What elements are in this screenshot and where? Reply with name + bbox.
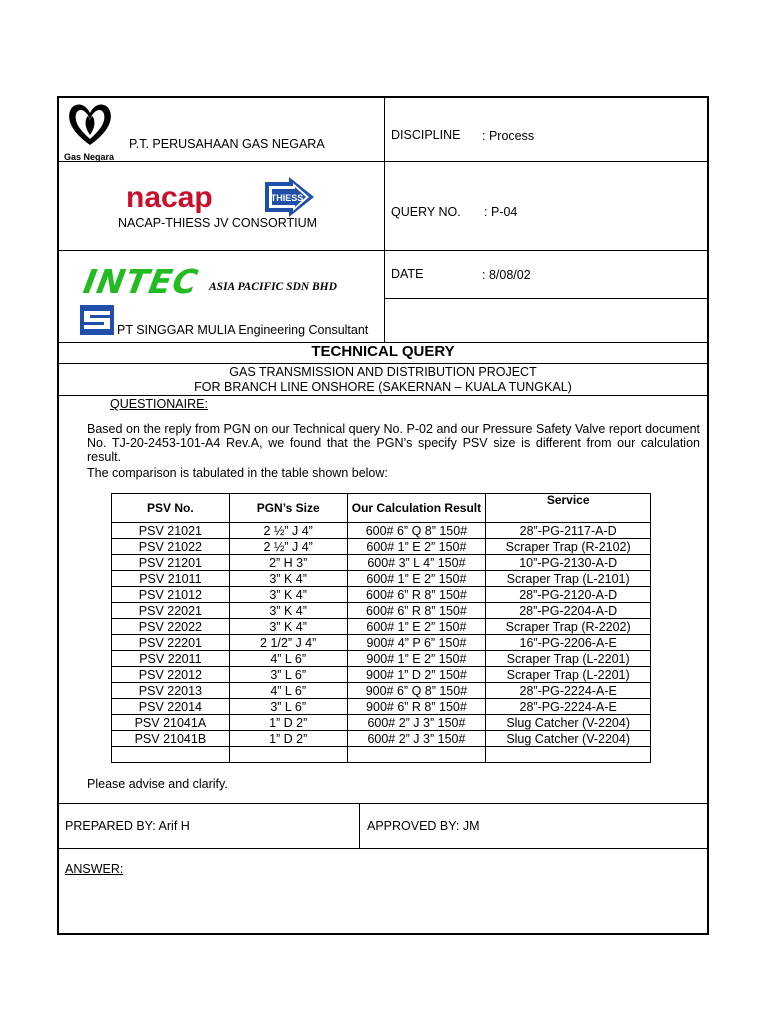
table-cell: PSV 21041A (112, 715, 230, 731)
pgn-logo-caption: Gas Negara (64, 152, 115, 162)
table-cell: Scraper Trap (L-2201) (486, 651, 651, 667)
table-cell: 600# 6” R 8” 150# (347, 603, 486, 619)
table-cell: PSV 22012 (112, 667, 230, 683)
query-value: : P-04 (484, 205, 518, 219)
table-cell: PSV 21201 (112, 555, 230, 571)
table-cell: PSV 22011 (112, 651, 230, 667)
table-cell: 900# 6” R 8” 150# (347, 699, 486, 715)
query-label: QUERY NO. (391, 205, 461, 219)
questionaire-label: QUESTIONAIRE: (110, 397, 208, 411)
body-paragraph: Based on the reply from PGN on our Technical query No. P-02 and our Pressure Safety Valve report document No. TJ-20-2453-101-A4 Rev.A, we found that the PGN’s specify PSV size is different from our calculation result. (87, 422, 700, 464)
table-row (112, 667, 651, 683)
table-cell: 600# 6” R 8” 150# (347, 587, 486, 603)
table-cell: Slug Catcher (V-2204) (486, 715, 651, 731)
singgar-mulia-logo-icon (80, 305, 114, 335)
table-cell: 4” L 6” (229, 683, 347, 699)
page-title: TECHNICAL QUERY (311, 343, 455, 360)
table-row (112, 699, 651, 715)
pgn-flame-logo-icon (64, 99, 116, 151)
approved-by: APPROVED BY: JM (367, 819, 480, 833)
table-cell: 3” L 6” (229, 667, 347, 683)
table-cell: 600# 1” E 2” 150# (347, 539, 486, 555)
table-row (112, 555, 651, 571)
table-cell: 10”-PG-2130-A-D (486, 555, 651, 571)
table-cell: PSV 22201 (112, 635, 230, 651)
singgar-mulia: PT SINGGAR MULIA Engineering Consultant (117, 323, 369, 337)
table-cell: 28”-PG-2204-A-D (486, 603, 651, 619)
table-cell: 600# 2” J 3” 150# (347, 731, 486, 747)
intec-logo: INTEC (80, 262, 202, 301)
date-value: : 8/08/02 (482, 268, 531, 282)
table-cell: 3” L 6” (229, 699, 347, 715)
table-cell: 4” L 6” (229, 651, 347, 667)
divider (58, 250, 708, 251)
table-row (112, 539, 651, 555)
column-header: PGN’s Size (229, 494, 347, 523)
table-cell: 28”-PG-2120-A-D (486, 587, 651, 603)
table-cell: PSV 22022 (112, 619, 230, 635)
divider (359, 803, 360, 848)
table-cell: 28”-PG-2224-A-E (486, 683, 651, 699)
table-cell: 3” K 4” (229, 603, 347, 619)
intec-tagline: ASIA PACIFIC SDN BHD (209, 281, 337, 293)
table-row (112, 571, 651, 587)
divider (384, 97, 385, 342)
table-header-row (112, 494, 651, 523)
table-cell: Scraper Trap (L-2101) (486, 571, 651, 587)
psv-comparison-table (111, 493, 651, 763)
table-cell: 1” D 2” (229, 715, 347, 731)
column-header: Our Calculation Result (347, 494, 486, 523)
table-cell: 3” K 4” (229, 571, 347, 587)
body-line-2: The comparison is tabulated in the table shown below: (87, 466, 388, 480)
divider (58, 848, 708, 849)
table-cell: PSV 21012 (112, 587, 230, 603)
date-label: DATE (391, 267, 424, 281)
table-cell: PSV 22021 (112, 603, 230, 619)
table-row (112, 587, 651, 603)
table-row (112, 635, 651, 651)
table-cell: Scraper Trap (R-2202) (486, 619, 651, 635)
project-line-2: FOR BRANCH LINE ONSHORE (SAKERNAN – KUALA TUNGKAL) (194, 380, 572, 394)
divider (58, 803, 708, 804)
table-cell: PSV 21041B (112, 731, 230, 747)
divider (384, 298, 708, 299)
divider (58, 395, 708, 396)
table-cell: 2 ½” J 4” (229, 523, 347, 539)
table-row (112, 523, 651, 539)
table-cell: 600# 2” J 3” 150# (347, 715, 486, 731)
table-row (112, 715, 651, 731)
divider (58, 363, 708, 364)
closing-text: Please advise and clarify. (87, 777, 228, 791)
answer-label: ANSWER: (65, 862, 124, 876)
thiess-logo-text: THIESS (270, 193, 304, 203)
discipline-label: DISCIPLINE (391, 128, 461, 142)
table-cell (112, 747, 230, 763)
table-cell: 900# 6” Q 8” 150# (347, 683, 486, 699)
project-line-1: GAS TRANSMISSION AND DISTRIBUTION PROJECT (229, 365, 537, 379)
table-row (112, 683, 651, 699)
divider (58, 161, 708, 162)
table-cell: 28”-PG-2224-A-E (486, 699, 651, 715)
table-cell: 600# 1” E 2” 150# (347, 619, 486, 635)
table-cell: Slug Catcher (V-2204) (486, 731, 651, 747)
company-pgn: P.T. PERUSAHAAN GAS NEGARA (129, 137, 325, 151)
prepared-by: PREPARED BY: Arif H (65, 819, 190, 833)
discipline-value: : Process (482, 129, 535, 143)
table-cell: PSV 21011 (112, 571, 230, 587)
table-cell: 1” D 2” (229, 731, 347, 747)
table-cell (347, 747, 486, 763)
table-cell: 2 1/2” J 4” (229, 635, 347, 651)
table-cell: PSV 21022 (112, 539, 230, 555)
column-header: PSV No. (112, 494, 230, 523)
nacap-logo: nacap (126, 181, 213, 214)
table-cell: PSV 22013 (112, 683, 230, 699)
table-cell: 900# 1” E 2” 150# (347, 651, 486, 667)
table-cell (486, 747, 651, 763)
column-header: Service (486, 494, 651, 523)
table-cell: 600# 3” L 4” 150# (347, 555, 486, 571)
consortium-name: NACAP-THIESS JV CONSORTIUM (118, 216, 318, 230)
table-row (112, 651, 651, 667)
table-cell: 600# 1” E 2” 150# (347, 571, 486, 587)
table-cell: 3” K 4” (229, 619, 347, 635)
table-cell: Scraper Trap (R-2102) (486, 539, 651, 555)
table-cell: PSV 22014 (112, 699, 230, 715)
table-row (112, 619, 651, 635)
table-cell (229, 747, 347, 763)
table-cell: PSV 21021 (112, 523, 230, 539)
table-row (112, 731, 651, 747)
table-cell: 900# 4” P 6” 150# (347, 635, 486, 651)
table-row (112, 747, 651, 763)
table-cell: 2 ½” J 4” (229, 539, 347, 555)
table-cell: 600# 6” Q 8” 150# (347, 523, 486, 539)
table-cell: 28”-PG-2117-A-D (486, 523, 651, 539)
table-cell: 16”-PG-2206-A-E (486, 635, 651, 651)
table-cell: Scraper Trap (L-2201) (486, 667, 651, 683)
table-cell: 2” H 3” (229, 555, 347, 571)
table-cell: 900# 1” D 2” 150# (347, 667, 486, 683)
table-row (112, 603, 651, 619)
table-cell: 3” K 4” (229, 587, 347, 603)
